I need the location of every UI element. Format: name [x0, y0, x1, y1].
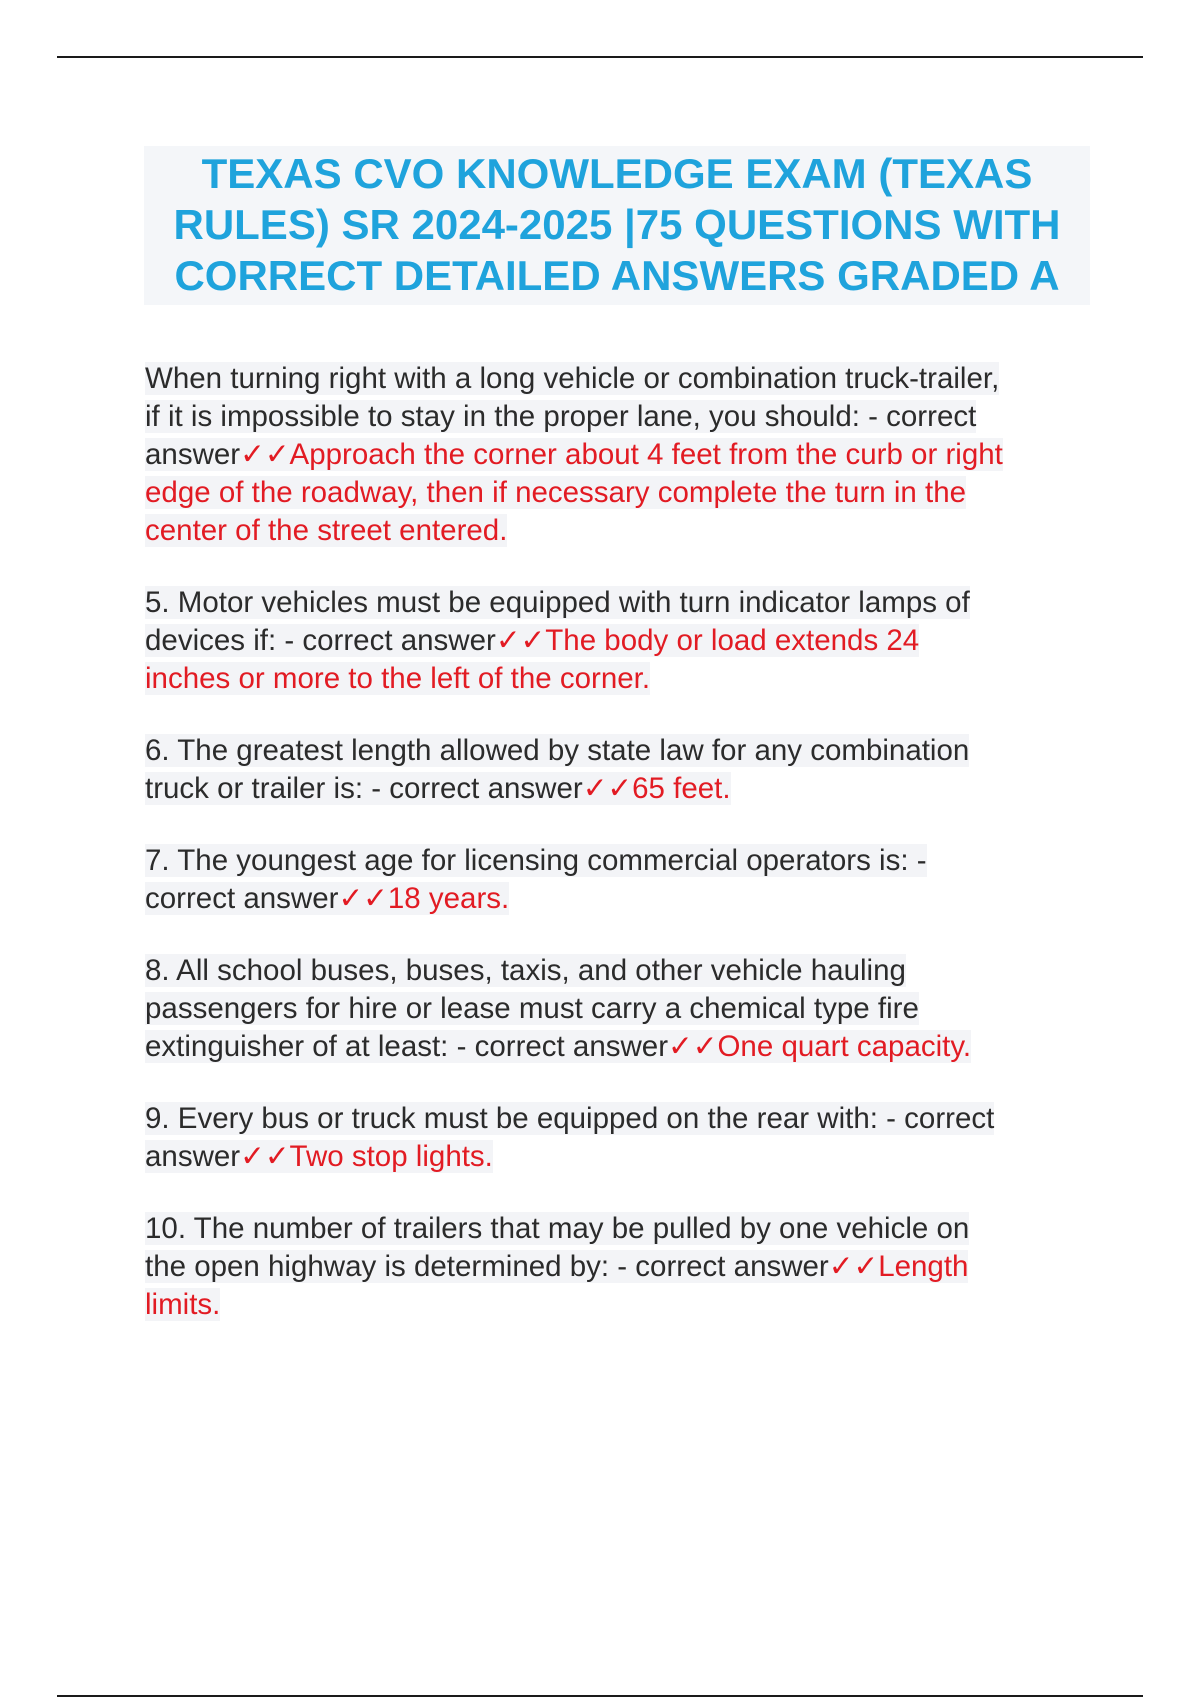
question-text: When turning right with a long vehicle or combination truck-trailer, — [145, 362, 1000, 395]
title-line-1: TEXAS CVO KNOWLEDGE EXAM (TEXAS — [201, 150, 1033, 197]
question-text: 9. Every bus or truck must be equipped on the rear with: - correct — [145, 1102, 995, 1135]
double-check-icon: ✓✓ — [338, 882, 388, 915]
top-rule — [57, 56, 1143, 58]
answer-text: inches or more to the left of the corner. — [145, 662, 651, 695]
question-text: if it is impossible to stay in the proper lane, you should: - correct — [145, 400, 977, 433]
qa-item-7 — [145, 842, 1085, 918]
answer-text: 65 feet. — [632, 772, 731, 805]
double-check-icon: ✓✓ — [582, 772, 633, 805]
question-text: the open highway is determined by: - correct answer — [145, 1250, 829, 1283]
question-text: 5. Motor vehicles must be equipped with turn indicator lamps of — [145, 586, 970, 619]
question-text: devices if: - correct answer — [145, 624, 496, 657]
qa-item-10 — [145, 1210, 1085, 1324]
qa-item-6 — [145, 732, 1085, 808]
document-title — [144, 146, 1090, 305]
question-text: 10. The number of trailers that may be pulled by one vehicle on — [145, 1212, 970, 1245]
bottom-rule — [57, 1695, 1143, 1697]
answer-text: The body or load extends 24 — [545, 624, 920, 657]
double-check-icon: ✓✓ — [668, 1030, 718, 1063]
question-text: answer — [145, 438, 241, 471]
qa-item-1 — [145, 360, 1085, 550]
qa-list — [145, 360, 1085, 1324]
question-text: answer — [145, 1140, 241, 1173]
question-text: 8. All school buses, buses, taxis, and other vehicle hauling — [145, 954, 906, 987]
question-text: extinguisher of at least: - correct answer — [145, 1030, 669, 1063]
question-text: 6. The greatest length allowed by state law for any combination — [145, 734, 970, 767]
qa-item-5 — [145, 584, 1085, 698]
answer-text: One quart capacity. — [717, 1030, 972, 1063]
question-text: correct answer — [145, 882, 339, 915]
question-text: 7. The youngest age for licensing commercial operators is: - — [145, 844, 927, 877]
double-check-icon: ✓✓ — [240, 438, 290, 471]
answer-text: Two stop lights. — [289, 1140, 493, 1173]
question-text: truck or trailer is: - correct answer — [145, 772, 583, 805]
title-line-3: CORRECT DETAILED ANSWERS GRADED A — [174, 252, 1060, 299]
double-check-icon: ✓✓ — [828, 1250, 879, 1283]
qa-item-8 — [145, 952, 1085, 1066]
question-text: passengers for hire or lease must carry a chemical type fire — [145, 992, 919, 1025]
answer-text: Length — [878, 1250, 969, 1283]
double-check-icon: ✓✓ — [240, 1140, 290, 1173]
answer-text: center of the street entered. — [145, 514, 508, 547]
answer-text: Approach the corner about 4 feet from the curb or right — [289, 438, 1003, 471]
qa-item-9 — [145, 1100, 1085, 1176]
double-check-icon: ✓✓ — [495, 624, 546, 657]
answer-text: 18 years. — [387, 882, 510, 915]
answer-text: limits. — [145, 1288, 221, 1321]
answer-text: edge of the roadway, then if necessary complete the turn in the — [145, 476, 967, 509]
title-line-2: RULES) SR 2024-2025 |75 QUESTIONS WITH — [173, 201, 1061, 248]
